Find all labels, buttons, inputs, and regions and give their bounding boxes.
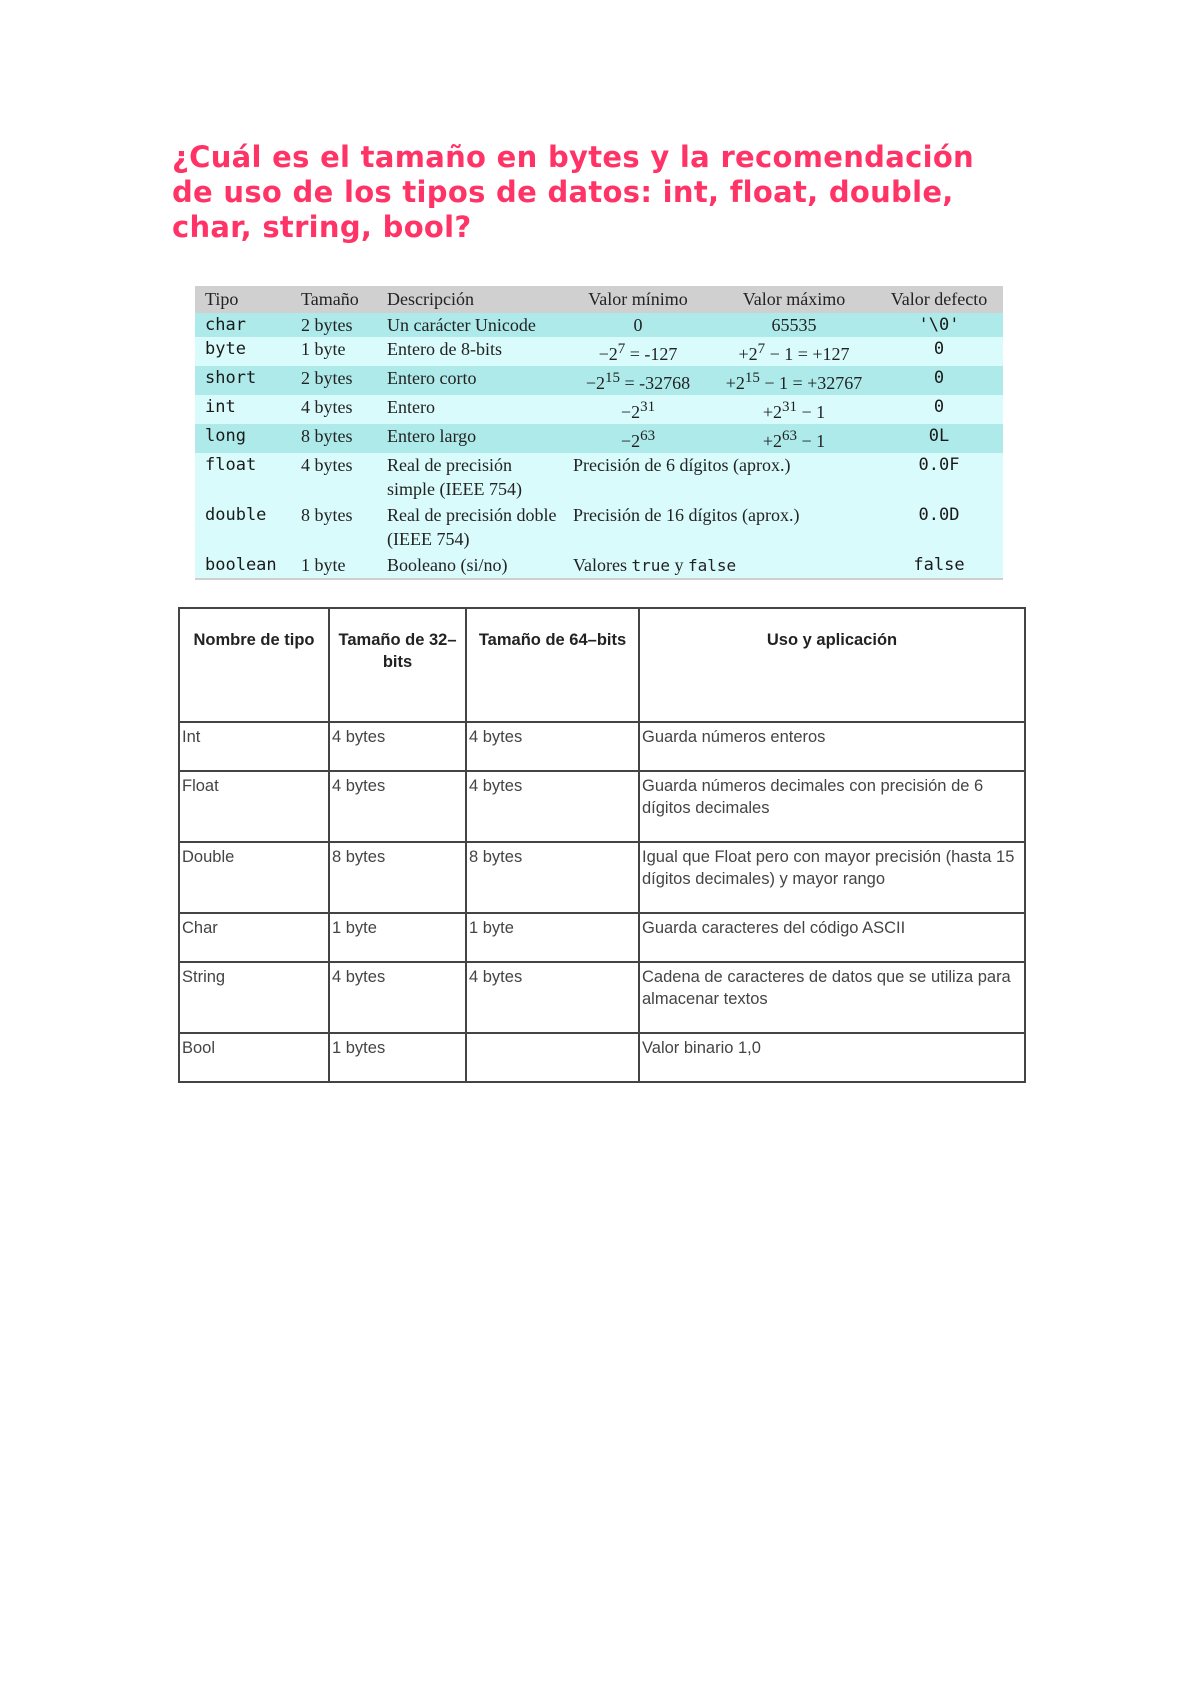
type-min: 0 [563,313,713,337]
header-uso: Uso y aplicación [639,608,1025,722]
type-max: $+2^{15} - 1 = +32767$ [713,366,875,395]
header-tamano: Tamaño [291,286,377,313]
type-size: 1 byte [291,337,377,366]
type-default: '\0' [875,313,1003,337]
table-row [179,962,1025,1033]
table-row [195,313,1003,337]
header-tamano-32: Tamaño de 32–bits [329,608,466,722]
type-name: long [195,424,291,453]
usage-size-32: 4 bytes [329,771,466,842]
usage-size-64: 8 bytes [466,842,639,913]
usage-size-64: 4 bytes [466,722,639,771]
type-size: 4 bytes [291,453,377,503]
table-row [179,913,1025,962]
type-min: $-2^7 = -127$ [563,337,713,366]
type-max: $+2^7 - 1 = +127$ [713,337,875,366]
type-default: 0 [875,395,1003,424]
usage-type-name: Float [179,771,329,842]
type-min: $-2^{63}$ [563,424,713,453]
usage-size-32: 1 byte [329,913,466,962]
usage-type-name: Int [179,722,329,771]
title-line-1: ¿Cuál es el tamaño en bytes y la recomendación [172,140,974,174]
page-title [172,140,1032,245]
type-description: Un carácter Unicode [377,313,563,337]
type-description: Entero corto [377,366,563,395]
usage-description: Guarda números decimales con precisión de 6 dígitos decimales [639,771,1025,842]
type-description: Real de precisión simple (IEEE 754) [377,453,563,503]
usage-size-32: 1 bytes [329,1033,466,1082]
table-row [195,366,1003,395]
header-nombre-tipo: Nombre de tipo [179,608,329,722]
type-range: Precisión de 16 dígitos (aprox.) [563,503,875,553]
table-header-row [179,608,1025,722]
usage-size-64 [466,1033,639,1082]
header-tamano-64: Tamaño de 64–bits [466,608,639,722]
usage-size-64: 4 bytes [466,771,639,842]
header-valor-minimo: Valor mínimo [563,286,713,313]
header-tipo: Tipo [195,286,291,313]
table-header-row [195,286,1003,313]
usage-type-name: Char [179,913,329,962]
table-row [195,453,1003,503]
table-row [179,842,1025,913]
table-row [179,771,1025,842]
type-size: 2 bytes [291,313,377,337]
type-min: $-2^{31}$ [563,395,713,424]
usage-description: Cadena de caracteres de datos que se utiliza para almacenar textos [639,962,1025,1033]
type-name: short [195,366,291,395]
type-default: 0L [875,424,1003,453]
types-usage-table [178,607,1026,1083]
java-types-table [195,286,1003,580]
type-description: Entero [377,395,563,424]
type-default: 0 [875,337,1003,366]
type-description: Entero largo [377,424,563,453]
table-row [179,722,1025,771]
type-name: int [195,395,291,424]
type-max: 65535 [713,313,875,337]
type-description: Entero de 8-bits [377,337,563,366]
type-max: $+2^{63} - 1$ [713,424,875,453]
header-descripcion: Descripción [377,286,563,313]
type-description: Booleano (si/no) [377,553,563,579]
usage-description: Valor binario 1,0 [639,1033,1025,1082]
title-line-3: char, string, bool? [172,210,472,244]
table-row [195,424,1003,453]
usage-size-32: 4 bytes [329,722,466,771]
usage-type-name: String [179,962,329,1033]
type-max: $+2^{31} - 1$ [713,395,875,424]
type-default: 0 [875,366,1003,395]
type-min: $-2^{15} = -32768$ [563,366,713,395]
type-default: false [875,553,1003,579]
usage-size-64: 4 bytes [466,962,639,1033]
header-valor-defecto: Valor defecto [875,286,1003,313]
type-name: char [195,313,291,337]
table-row [195,395,1003,424]
usage-description: Guarda números enteros [639,722,1025,771]
title-line-2: de uso de los tipos de datos: int, float, double, [172,175,954,209]
table-row [195,553,1003,579]
type-name: byte [195,337,291,366]
table-row [195,503,1003,553]
type-name: boolean [195,553,291,579]
type-name: float [195,453,291,503]
type-default: 0.0D [875,503,1003,553]
usage-size-32: 8 bytes [329,842,466,913]
type-description: Real de precisión doble (IEEE 754) [377,503,563,553]
type-size: 8 bytes [291,503,377,553]
usage-type-name: Bool [179,1033,329,1082]
usage-size-64: 1 byte [466,913,639,962]
type-size: 4 bytes [291,395,377,424]
table-row [195,337,1003,366]
type-range: Valores true y false [563,553,875,579]
usage-type-name: Double [179,842,329,913]
usage-size-32: 4 bytes [329,962,466,1033]
type-size: 2 bytes [291,366,377,395]
type-default: 0.0F [875,453,1003,503]
usage-description: Igual que Float pero con mayor precisión (hasta 15 dígitos decimales) y mayor rango [639,842,1025,913]
type-size: 1 byte [291,553,377,579]
type-name: double [195,503,291,553]
table-row [179,1033,1025,1082]
type-size: 8 bytes [291,424,377,453]
header-valor-maximo: Valor máximo [713,286,875,313]
type-range: Precisión de 6 dígitos (aprox.) [563,453,875,503]
usage-description: Guarda caracteres del código ASCII [639,913,1025,962]
